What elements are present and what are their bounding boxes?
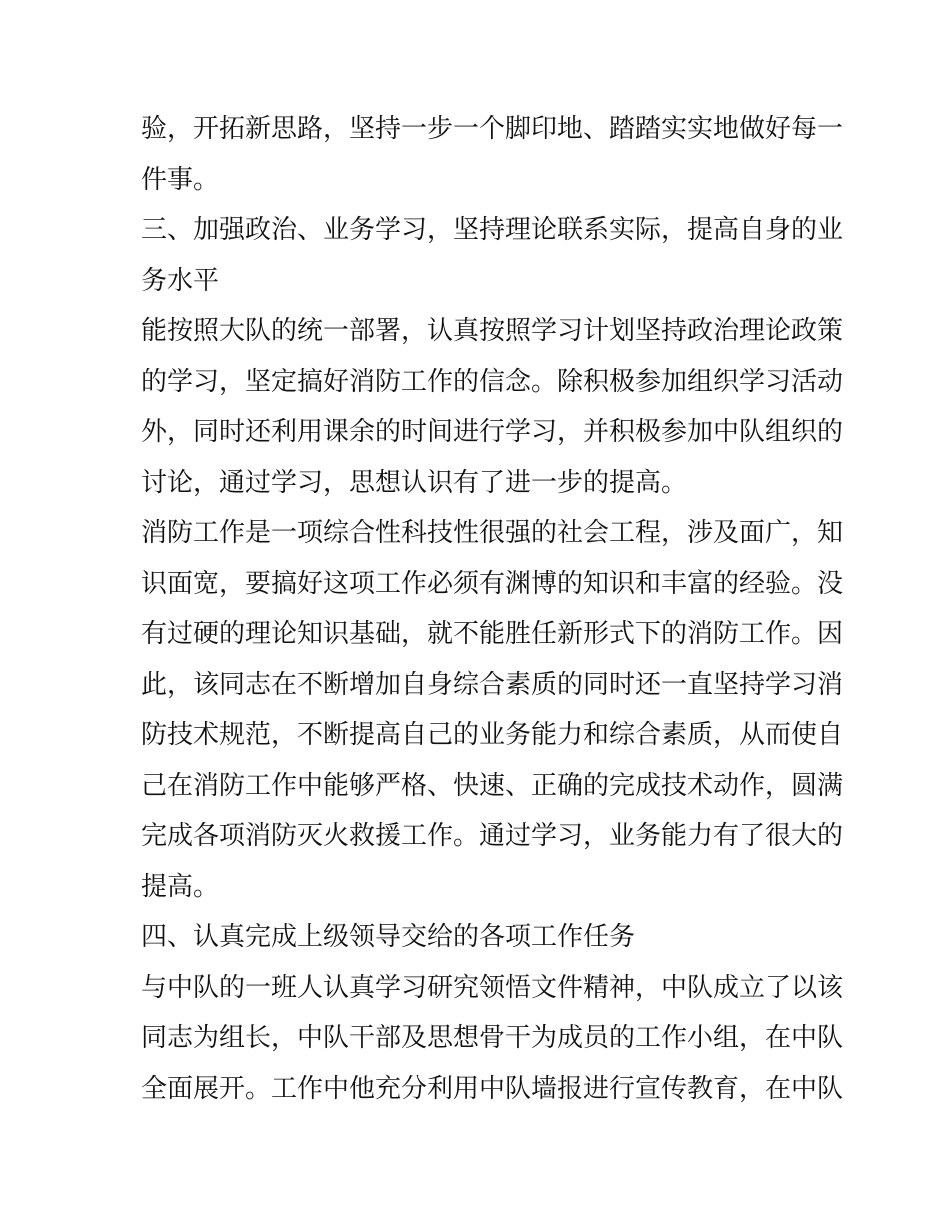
section-heading-line: 三、加强政治、业务学习，坚持理论联系实际，提高自身的业 bbox=[141, 215, 844, 245]
text-line: 全面展开。工作中他充分利用中队墙报进行宣传教育，在中队 bbox=[141, 1073, 844, 1104]
text-line: 能按照大队的统一部署，认真按照学习计划坚持政治理论政策 bbox=[141, 316, 844, 346]
text-line: 提高。 bbox=[141, 871, 220, 902]
body-text bbox=[141, 104, 844, 1114]
text-line: 完成各项消防灭火救援工作。通过学习，业务能力有了很大的 bbox=[141, 821, 844, 851]
section-heading-line: 务水平 bbox=[141, 265, 220, 296]
text-line: 同志为组长，中队干部及思想骨干为成员的工作小组，在中队 bbox=[141, 1023, 844, 1053]
text-line: 的学习，坚定搞好消防工作的信念。除积极参加组织学习活动 bbox=[141, 366, 844, 397]
text-line: 消防工作是一项综合性科技性很强的社会工程，涉及面广，知 bbox=[141, 518, 844, 548]
text-line: 防技术规范，不断提高自己的业务能力和综合素质，从而使自 bbox=[141, 720, 844, 750]
text-line: 件事。 bbox=[141, 164, 220, 195]
text-line: 此，该同志在不断增加自身综合素质的同时还一直坚持学习消 bbox=[141, 669, 844, 700]
text-line: 外，同时还利用课余的时间进行学习，并积极参加中队组织的 bbox=[141, 417, 844, 447]
section-heading-line: 四、认真完成上级领导交给的各项工作任务 bbox=[141, 922, 636, 952]
text-line: 验，开拓新思路，坚持一步一个脚印地、踏踏实实地做好每一 bbox=[141, 114, 844, 144]
text-line: 有过硬的理论知识基础，就不能胜任新形式下的消防工作。因 bbox=[141, 619, 844, 649]
text-line: 与中队的一班人认真学习研究领悟文件精神，中队成立了以该 bbox=[141, 972, 844, 1003]
text-line: 讨论，通过学习，思想认识有了进一步的提高。 bbox=[141, 467, 688, 498]
text-line: 识面宽，要搞好这项工作必须有渊博的知识和丰富的经验。没 bbox=[141, 568, 844, 599]
text-line: 己在消防工作中能够严格、快速、正确的完成技术动作，圆满 bbox=[141, 770, 844, 801]
